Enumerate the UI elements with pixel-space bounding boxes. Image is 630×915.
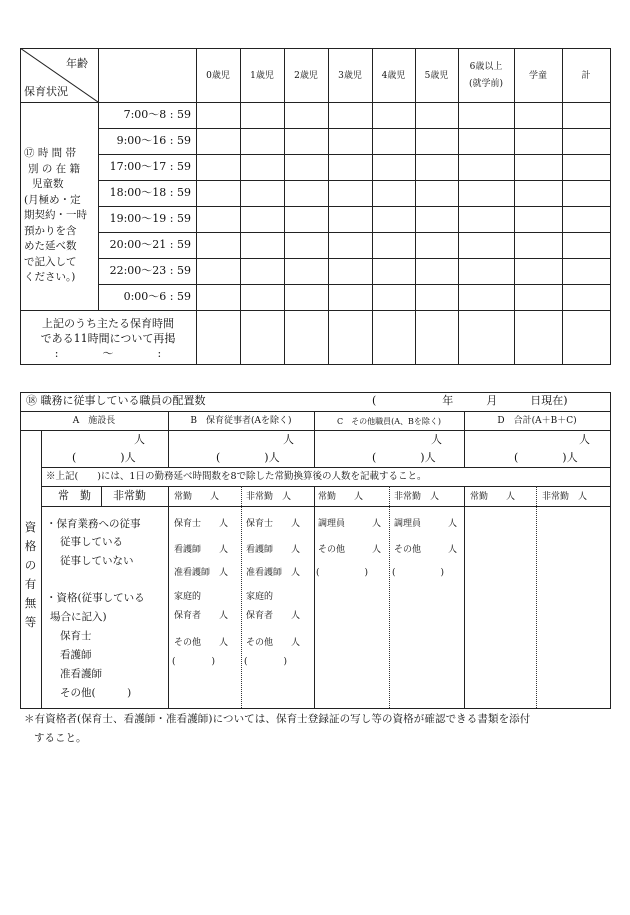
summary-time-range: : ～ :	[54, 347, 162, 360]
a-fulltime-header: 常 勤	[58, 489, 91, 502]
a-not-engaged-option: 従事していない	[60, 555, 134, 567]
row-label-line: (月極め・定	[24, 193, 81, 206]
row-label-hourly-enrollment	[24, 146, 96, 286]
corner-status-label: 保育状況	[24, 85, 68, 98]
b-fulltime-header: 常勤 人	[174, 492, 220, 502]
b-parttime-header: 非常勤 人	[246, 492, 292, 502]
side-label-char: 資	[24, 520, 37, 534]
b-part-nurse: 看護師 人	[246, 545, 301, 555]
count-unit-c: 人	[431, 433, 442, 446]
col-header-age1: 1歳児	[250, 71, 274, 81]
b-part-other: その他 人	[246, 638, 301, 648]
col-header-age5: 5歳児	[424, 71, 449, 81]
c-parttime-header: 非常勤 人	[394, 492, 440, 502]
col-header-age4: 4歳児	[381, 71, 406, 81]
b-full-family-caregiver: 保育者 人	[174, 611, 229, 621]
time-slot: 20:00～21 : 59	[109, 238, 191, 251]
col-header-school-age: 学童	[528, 71, 547, 81]
c-part-other-paren: ( )	[392, 568, 445, 578]
a-qualification-question: ・資格(従事している	[46, 592, 145, 604]
side-label-char: の	[24, 558, 37, 572]
b-full-family-label: 家庭的	[174, 592, 202, 602]
row-label-line: 期契約・一時	[24, 209, 87, 221]
row-label-line: 児童数	[32, 178, 64, 190]
b-part-assistant-nurse: 准看護師 人	[246, 568, 301, 578]
b-full-nursery-teacher: 保育士 人	[174, 519, 229, 529]
col-header-total: 計	[581, 71, 591, 81]
b-full-nurse: 看護師 人	[174, 545, 229, 555]
c-full-other-paren: ( )	[316, 568, 369, 578]
time-slot: 7:00～8 : 59	[123, 108, 191, 121]
side-label-char: 無	[24, 596, 37, 610]
summary-label-line1: 上記のうち主たる保育時間	[42, 317, 174, 330]
fte-unit-a: ( )人	[72, 451, 136, 464]
footnote-line1: ＊有資格者(保育士、看護師・准看護師)については、保育士登録証の写し等の資格が確認できる書類を添付	[24, 713, 531, 725]
header-c-other-staff: C その他職員(A、Bを除く)	[336, 417, 442, 426]
b-part-family-label: 家庭的	[246, 592, 274, 602]
c-part-other: その他 人	[394, 545, 458, 555]
staff-table-title: ⑱ 職務に従事している職員の配置数	[26, 394, 206, 407]
b-full-assistant-nurse: 准看護師 人	[174, 568, 229, 578]
side-label-char: 格	[24, 539, 37, 553]
a-nurse: 看護師	[60, 649, 92, 661]
b-part-nursery-teacher: 保育士 人	[246, 519, 301, 529]
header-b-childcare-staff: B 保育従事者(Aを除く)	[190, 416, 292, 426]
col-header-preschool: (就学前)	[468, 79, 504, 89]
header-a-director: A 施設長	[72, 416, 116, 426]
count-unit-b: 人	[283, 433, 294, 446]
b-full-other-paren: ( )	[172, 657, 216, 667]
as-of-date: ( 年 月 日現在)	[372, 394, 568, 407]
a-duty-question: ・保育業務への従事	[46, 518, 141, 530]
col-header-age6plus: 6歳以上	[469, 62, 503, 72]
count-unit-d: 人	[579, 433, 590, 446]
row-label-line: ⑰ 時 間 帯	[24, 147, 77, 159]
c-full-cook: 調理員 人	[318, 519, 382, 529]
fte-unit-d: ( )人	[514, 451, 578, 464]
row-label-line: めた延べ数	[24, 240, 77, 252]
time-slot: 19:00～19 : 59	[109, 212, 191, 225]
footnote-line2: すること。	[34, 732, 87, 744]
side-label-char: 等	[24, 615, 37, 629]
corner-age-label: 年齢	[66, 57, 88, 70]
a-assistant-nurse: 准看護師	[60, 668, 102, 680]
header-d-total: D 合計(A＋B＋C)	[497, 416, 577, 426]
summary-label-line2: である11時間について再掲	[40, 332, 176, 345]
time-slot: 17:00～17 : 59	[109, 160, 191, 173]
a-nursery-teacher: 保育士	[60, 630, 92, 642]
staff-allocation-table	[0, 380, 630, 720]
col-header-age2: 2歳児	[294, 71, 318, 81]
time-slot: 18:00～18 : 59	[109, 186, 191, 199]
b-part-other-paren: ( )	[244, 657, 288, 667]
col-header-age3: 3歳児	[338, 71, 362, 81]
staffing-hours-table	[0, 0, 630, 380]
a-engaged-option: 従事している	[60, 536, 123, 548]
c-part-cook: 調理員 人	[394, 519, 458, 529]
qualification-side-label	[20, 518, 41, 632]
count-unit-a: 人	[134, 433, 145, 446]
d-fulltime-header: 常勤 人	[470, 492, 516, 502]
conversion-note: ※上記( )には、1日の勤務延べ時間数を8で除した常勤換算後の人数を記載すること。	[46, 471, 427, 482]
a-qualification-note: 場合に記入)	[50, 611, 107, 623]
fte-unit-c: ( )人	[372, 451, 436, 464]
c-full-other: その他 人	[318, 545, 382, 555]
side-label-char: 有	[24, 577, 37, 591]
col-header-age0: 0歳児	[206, 71, 230, 81]
time-slot: 9:00～16 : 59	[116, 134, 191, 147]
time-slot: 22:00～23 : 59	[109, 264, 191, 277]
b-part-family-caregiver: 保育者 人	[246, 611, 301, 621]
a-parttime-header: 非常勤	[113, 489, 146, 502]
b-full-other: その他 人	[174, 638, 229, 648]
row-label-line: 預かりを含	[24, 224, 77, 237]
row-label-line: で記入して	[24, 255, 77, 268]
fte-unit-b: ( )人	[216, 451, 280, 464]
time-slot: 0:00～6 : 59	[123, 290, 191, 303]
row-label-line: 別 の 在 籍	[28, 162, 81, 175]
d-parttime-header: 非常勤 人	[542, 492, 588, 502]
row-label-line: ください。)	[24, 271, 76, 283]
a-other: その他( )	[60, 687, 132, 699]
c-fulltime-header: 常勤 人	[318, 492, 364, 502]
